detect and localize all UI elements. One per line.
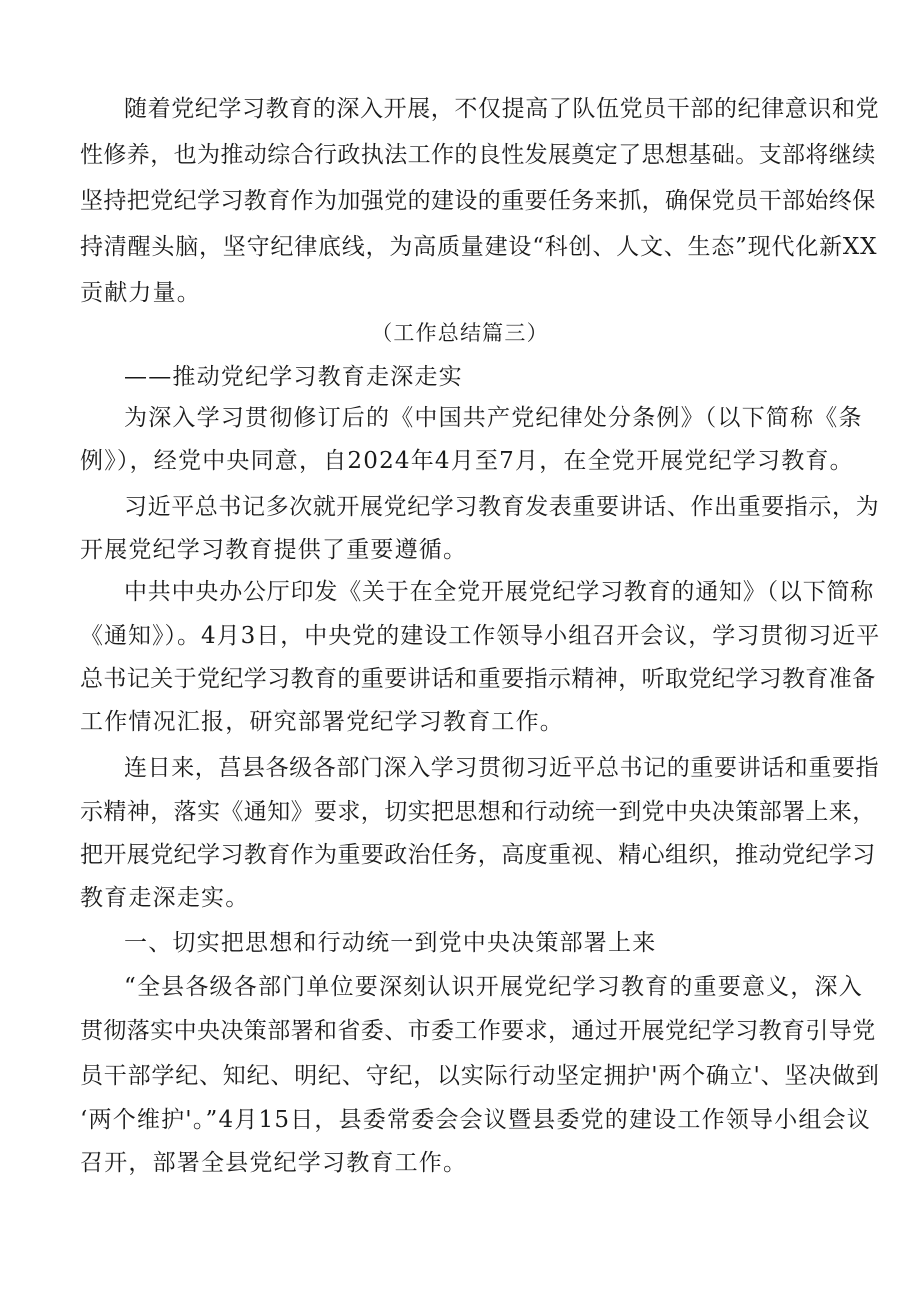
paragraph-6-line-4: ‘两个维护'。”4月15日，县委常委会会议暨县委党的建设工作领导小组会议 [80, 1107, 871, 1133]
paragraph-1-line-3: 坚持把党纪学习教育作为加强党的建设的重要任务来抓，确保党员干部始终保 [80, 188, 876, 214]
paragraph-4-line-3: 总书记关于党纪学习教育的重要讲话和重要指示精神，听取党纪学习教育准备 [80, 666, 876, 692]
paragraph-3-line-1: 习近平总书记多次就开展党纪学习教育发表重要讲话、作出重要指示，为 [124, 494, 880, 520]
paragraph-1-line-4: 持清醒头脑，坚守纪律底线，为高质量建设“科创、人文、生态”现代化新XX [80, 234, 878, 260]
heading-1: 一、切实把思想和行动统一到党中央决策部署上来 [124, 930, 657, 956]
paragraph-5-line-3: 把开展党纪学习教育作为重要政治任务，高度重视、精心组织，推动党纪学习 [80, 842, 876, 868]
paragraph-4-line-2: 《通知》）。4月3日，中央党的建设工作领导小组召开会议，学习贯彻习近平 [80, 623, 881, 649]
section-subtitle: ——推动党纪学习教育走深走实 [124, 364, 463, 390]
paragraph-2-line-1: 为深入学习贯彻修订后的《中国共产党纪律处分条例》（以下简称《条 [124, 405, 863, 431]
paragraph-2-line-2: 例》），经党中央同意，自2024年4月至7月，在全党开展党纪学习教育。 [80, 448, 854, 474]
paragraph-6-line-5: 召开，部署全县党纪学习教育工作。 [80, 1150, 468, 1176]
paragraph-1-line-1: 随着党纪学习教育的深入开展，不仅提高了队伍党员干部的纪律意识和党 [124, 96, 880, 122]
paragraph-1-line-5: 贡献力量。 [80, 280, 201, 306]
paragraph-6-line-3: 员干部学纪、知纪、明纪、守纪，以实际行动坚定拥护'两个确立'、坚决做到 [80, 1063, 880, 1089]
paragraph-3-line-2: 开展党纪学习教育提供了重要遵循。 [80, 537, 468, 563]
paragraph-6-line-1: “全县各级各部门单位要深刻认识开展党纪学习教育的重要意义，深入 [124, 974, 863, 1000]
paragraph-4-line-1: 中共中央办公厅印发《关于在全党开展党纪学习教育的通知》（以下简称 [124, 579, 875, 605]
section-title: （工作总结篇三） [371, 321, 549, 345]
paragraph-6-line-2: 贯彻落实中央决策部署和省委、市委工作要求，通过开展党纪学习教育引导党 [80, 1018, 876, 1044]
paragraph-5-line-4: 教育走深走实。 [80, 885, 250, 911]
paragraph-5-line-1: 连日来，莒县各级各部门深入学习贯彻习近平总书记的重要讲话和重要指 [124, 755, 880, 781]
paragraph-1-line-2: 性修养，也为推动综合行政执法工作的良性发展奠定了思想基础。支部将继续 [80, 142, 876, 168]
paragraph-5-line-2: 示精神，落实《通知》要求，切实把思想和行动统一到党中央决策部署上来， [80, 799, 876, 825]
paragraph-4-line-4: 工作情况汇报，研究部署党纪学习教育工作。 [80, 709, 564, 735]
